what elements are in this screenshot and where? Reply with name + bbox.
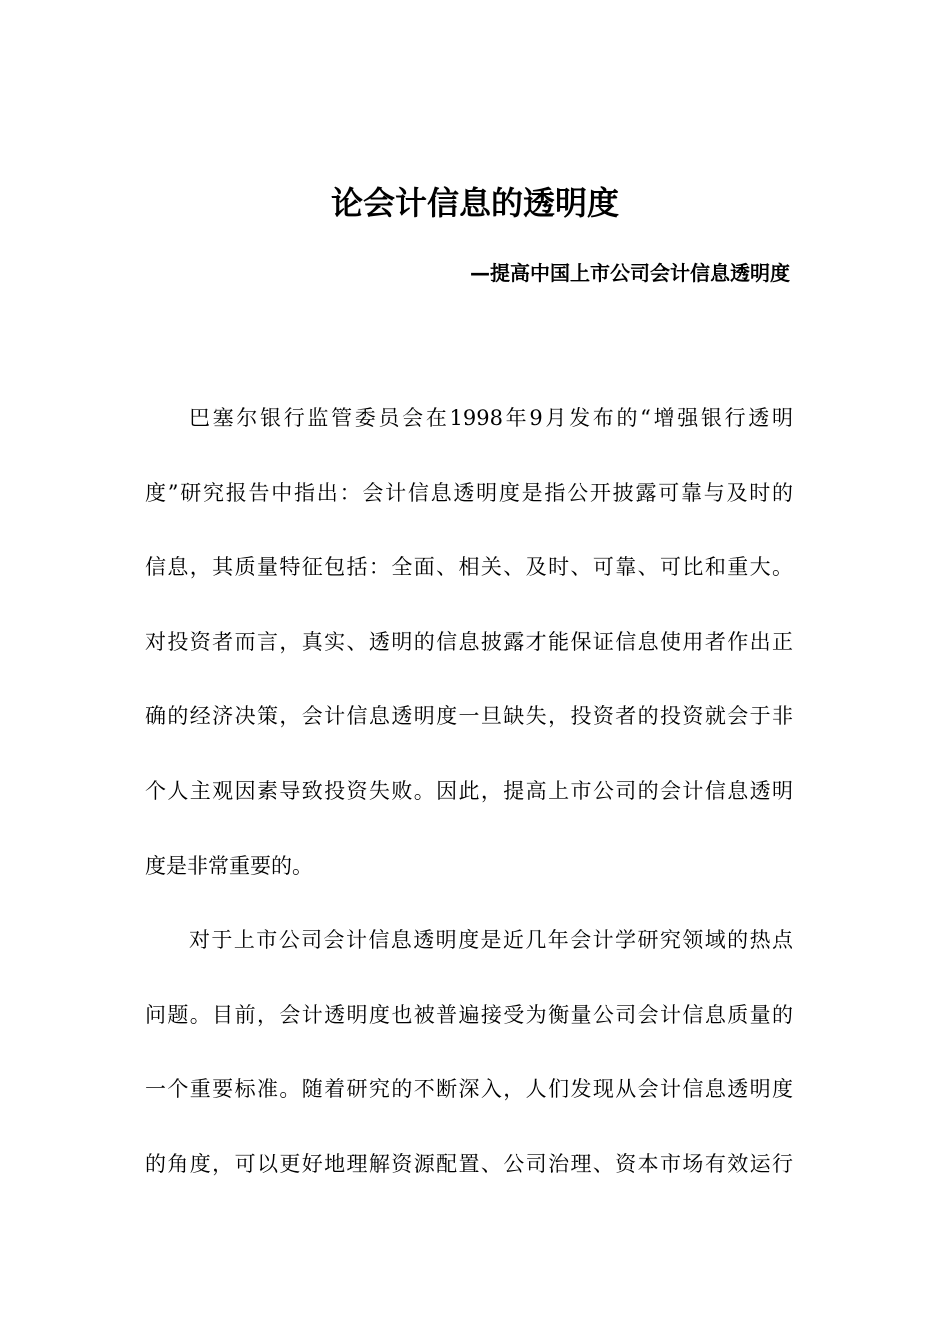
paragraph-line: 度是非常重要的。 [145,853,313,878]
paragraph-1 [145,398,793,920]
paragraph-2 [145,920,793,1218]
paragraph-line: 信息，其质量特征包括：全面、相关、及时、可靠、可比和重大。 [145,555,793,580]
document-title: 论会计信息的透明度 [330,184,619,222]
paragraph-line: 一个重要标准。随着研究的不断深入，人们发现从会计信息透明度 [145,1077,793,1102]
paragraph-line: 确的经济决策，会计信息透明度一旦缺失，投资者的投资就会于非 [145,704,793,729]
paragraph-line: 的角度，可以更好地理解资源配置、公司治理、资本市场有效运行 [145,1151,793,1176]
paragraph-line: 度”研究报告中指出：会计信息透明度是指公开披露可靠与及时的 [145,480,793,505]
paragraph-line: 对于上市公司会计信息透明度是近几年会计学研究领域的热点 [189,928,793,953]
paragraph-line: 问题。目前，会计透明度也被普遍接受为衡量公司会计信息质量的 [145,1002,793,1027]
document-subtitle: —提高中国上市公司会计信息透明度 [470,261,790,285]
document-body [145,398,793,1219]
paragraph-line: 对投资者而言，真实、透明的信息披露才能保证信息使用者作出正 [145,629,793,654]
paragraph-line: 巴塞尔银行监管委员会在1998年9月发布的“增强银行透明 [189,406,793,430]
paragraph-line: 个人主观因素导致投资失败。因此，提高上市公司的会计信息透明 [145,778,793,803]
